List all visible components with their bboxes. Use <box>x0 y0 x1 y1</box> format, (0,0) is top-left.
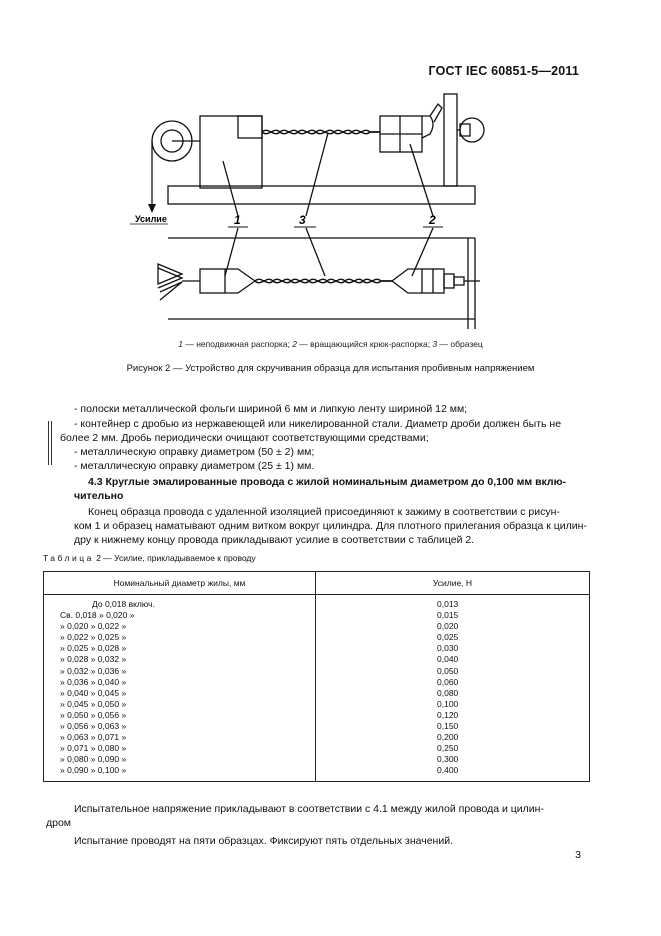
table-cell-force: 0,050 <box>437 665 459 676</box>
diameter-column <box>44 599 315 777</box>
table-cell-force: 0,120 <box>437 709 459 720</box>
twisted-wire-top <box>262 130 380 133</box>
table-cell-force: 0,100 <box>437 698 459 709</box>
table-cell-force: 0,080 <box>437 687 459 698</box>
table-cell-force: 0,250 <box>437 743 459 754</box>
table-cell-diameter: » 0,050 » 0,056 » <box>60 709 127 720</box>
table-cell-diameter: » 0,028 » 0,032 » <box>60 654 127 665</box>
figure-caption: Рисунок 2 — Устройство для скручивания образца для испытания пробивным напряжением <box>126 363 535 374</box>
table-cell-force: 0,400 <box>437 765 459 776</box>
table-cell-diameter: Св. 0,018 » 0,020 » <box>60 610 135 621</box>
table-header-force: Усилие, Н <box>316 572 590 595</box>
table-cell-force: 0,040 <box>437 654 459 665</box>
table-cell-force: 0,030 <box>437 643 459 654</box>
table-cell-diameter: » 0,071 » 0,080 » <box>60 743 127 754</box>
fixed-block <box>200 116 262 188</box>
change-bar <box>48 421 49 465</box>
table-caption: Таблица 2 — Усилие, прикладываемое к проводу <box>43 553 256 563</box>
section-title: 4.3 Круглые эмалированные провода с жилой номинальным диаметром до 0,100 мм вклю- чительно <box>74 476 567 502</box>
twisting-device-figure <box>130 86 510 336</box>
table-cell-diameter: » 0,022 » 0,025 » <box>60 632 127 643</box>
twisted-wire-bottom <box>255 279 392 282</box>
table-cell-force: 0,025 <box>437 632 459 643</box>
table-cell-diameter: » 0,032 » 0,036 » <box>60 665 127 676</box>
table-cell-force: 0,015 <box>437 610 459 621</box>
label-1: 1 <box>234 213 241 227</box>
section-paragraph: Конец образца провода с удаленной изоляцией присоединяют к зажиму в соответствии с рисун- ком 1 и образец наматывают одним витком вокруг цилиндра. Для плотного прилегания образца к цилин- дру к нижнему концу провода прикладывают усилие в соответствии с таблицей 2. <box>74 506 587 546</box>
table-cell-diameter: » 0,020 » 0,022 » <box>60 621 127 632</box>
label-3: 3 <box>299 213 306 227</box>
table-cell-diameter: » 0,056 » 0,063 » <box>60 721 127 732</box>
figure-legend: 1 — неподвижная распорка; 2 — вращающийся крюк-распорка; 3 — образец <box>178 339 483 349</box>
table-cell-force: 0,060 <box>437 676 459 687</box>
table-cell-force: 0,013 <box>437 599 459 609</box>
post <box>444 94 457 186</box>
force-label: Усилие <box>135 214 167 224</box>
table-cell-force: 0,200 <box>437 732 459 743</box>
table-header-diameter: Номинальный диаметр жилы, мм <box>44 572 316 595</box>
table-cell-diameter: » 0,025 » 0,028 » <box>60 643 127 654</box>
list-item-foil: - полоски металлической фольги шириной 6 мм и липкую ленту шириной 12 мм; <box>74 403 468 415</box>
list-item-mandrel-50: - металлическую оправку диаметром (50 ± 2) мм; <box>74 446 315 458</box>
table-cell-force: 0,020 <box>437 621 459 632</box>
table-cell-diameter: До 0,018 включ. <box>92 599 155 609</box>
force-table <box>43 571 590 782</box>
table-cell-force: 0,300 <box>437 754 459 765</box>
table-cell-diameter: » 0,045 » 0,050 » <box>60 698 127 709</box>
change-bar <box>51 421 52 465</box>
hook <box>422 116 433 138</box>
table-cell-diameter: » 0,040 » 0,045 » <box>60 687 127 698</box>
label-2: 2 <box>429 213 436 227</box>
table-cell-diameter: » 0,036 » 0,040 » <box>60 676 127 687</box>
closing-paragraph: Испытательное напряжение прикладывают в соответствии с 4.1 между жилой провода и цилин- дром Испытание проводят на пяти образцах. Фиксируют пять отдельных значений. <box>46 803 544 847</box>
table-cell-diameter: » 0,090 » 0,100 » <box>60 765 127 776</box>
list-item-container-cont: более 2 мм. Дробь периодически очищают соответствующими средствами; <box>60 432 429 444</box>
list-item-mandrel-25: - металлическую оправку диаметром (25 ± 1) мм. <box>74 460 315 472</box>
table-cell-diameter: » 0,080 » 0,090 » <box>60 754 127 765</box>
page-number: 3 <box>575 849 581 861</box>
force-column <box>316 599 589 777</box>
document-code: ГОСТ IEC 60851-5—2011 <box>428 64 579 78</box>
table-cell-force: 0,150 <box>437 721 459 732</box>
table-cell-diameter: » 0,063 » 0,071 » <box>60 732 127 743</box>
list-item-container: - контейнер с дробью из нержавеющей или никелированной стали. Диаметр дроби должен быть не <box>74 418 562 430</box>
force-arrow-icon <box>148 204 156 213</box>
